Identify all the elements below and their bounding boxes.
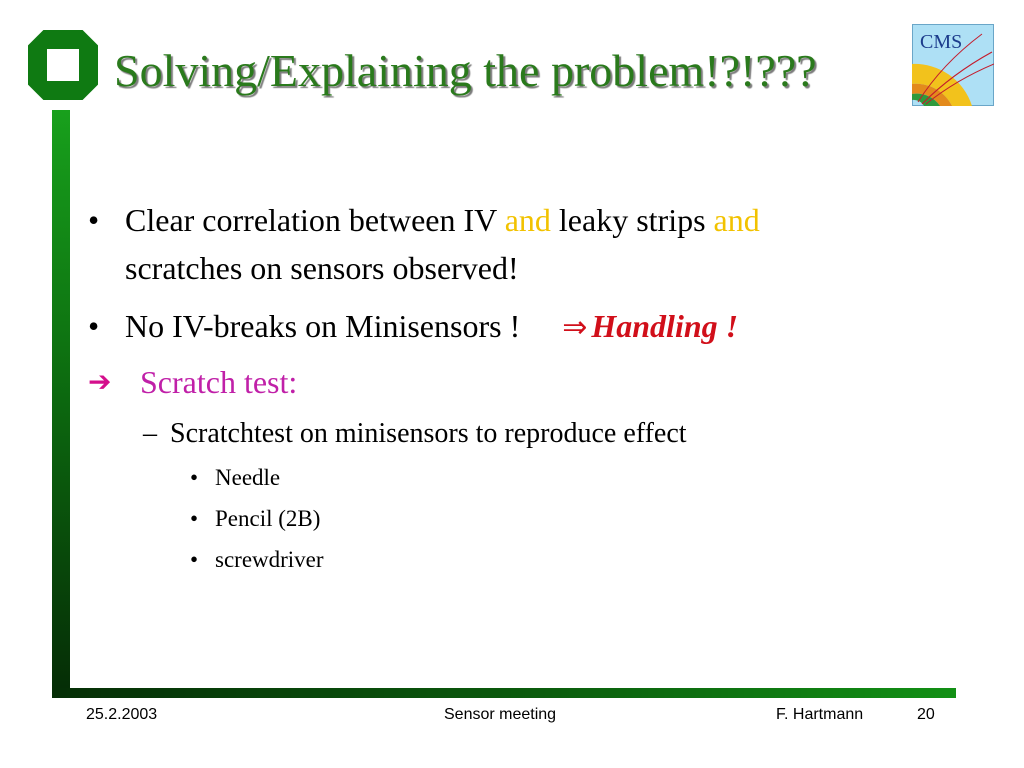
tool-screwdriver: screwdriver	[215, 547, 324, 572]
bullet-2-main: No IV-breaks on Minisensors !	[125, 308, 521, 344]
tool-bullet: •	[190, 506, 199, 531]
sub-item-dash: –	[143, 418, 157, 449]
footer-page-number: 20	[917, 706, 935, 723]
footer-date: 25.2.2003	[86, 706, 158, 723]
sub-item-scratchtest	[0, 414, 1024, 454]
implies-arrow-icon: ⇒	[562, 310, 588, 345]
slide-title: Solving/Explaining the problem!?!???	[114, 45, 817, 96]
bullet-1-part1: Clear correlation between IV	[125, 202, 505, 238]
footer-event: Sensor meeting	[444, 706, 557, 723]
tool-item-2	[0, 503, 1024, 535]
scratch-test-heading: Scratch test:	[140, 364, 298, 400]
cms-logo-text: CMS	[920, 31, 963, 53]
tool-needle: Needle	[215, 465, 281, 490]
bullet-1-part2: leaky strips	[550, 202, 714, 238]
bullet-1-text	[125, 196, 945, 292]
bullet-item-1	[0, 196, 1024, 296]
bullet-dot: •	[88, 308, 100, 344]
bullet-1-and2: and	[713, 202, 760, 238]
tool-item-1	[0, 462, 1024, 494]
tool-bullet: •	[190, 465, 199, 490]
bullet-item-2	[0, 302, 1024, 350]
bullet-1-and1: and	[504, 202, 551, 238]
footer-author: F. Hartmann	[776, 706, 864, 723]
bullet-1-line2: scratches on sensors observed!	[125, 250, 519, 286]
sub-item-text: Scratchtest on minisensors to reproduce effect	[170, 418, 687, 449]
tool-pencil: Pencil (2B)	[215, 506, 321, 531]
bullet-dot: •	[88, 202, 100, 238]
arrow-right-icon: ➔	[88, 365, 112, 398]
bullet-2-emphasis: Handling !	[591, 308, 739, 344]
tool-bullet: •	[190, 547, 199, 572]
tool-item-3	[0, 544, 1024, 576]
bullet-2-text	[125, 302, 945, 352]
